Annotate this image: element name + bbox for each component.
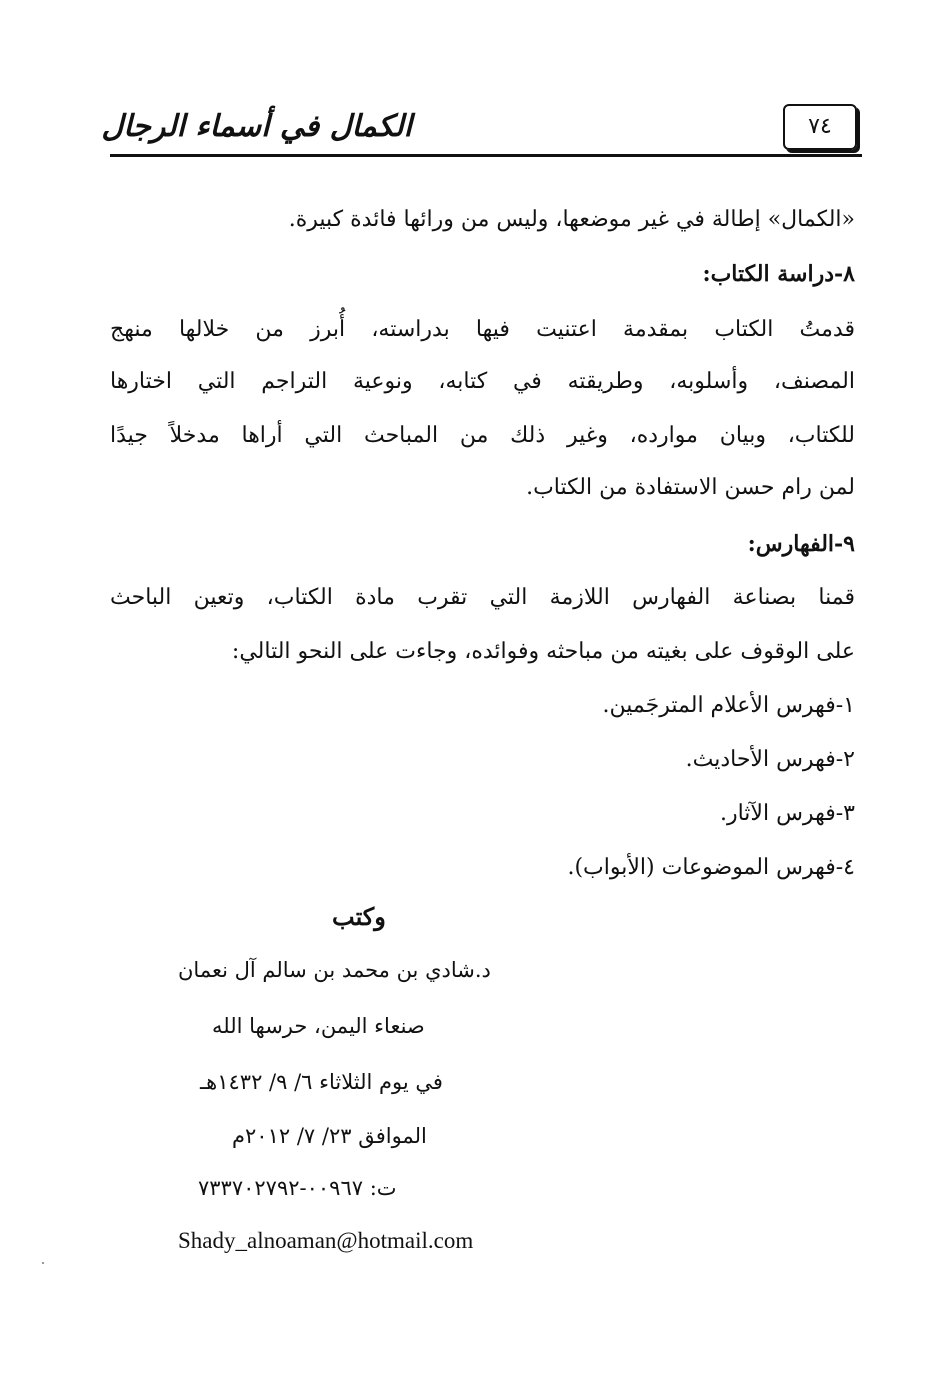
section-8-line: المصنف، وأسلوبه، وطريقته في كتابه، ونوعية التراجم التي اختارها: [110, 369, 855, 394]
page-header: [101, 100, 865, 158]
email-address: Shady_alnoaman@hotmail.com: [178, 1228, 474, 1253]
index-list-item: ٣-فهرس الآثار.: [719, 801, 855, 826]
paragraph-line: «الكمال» إطالة في غير موضعها، وليس من ورائها فائدة كبيرة.: [288, 207, 855, 232]
signature-date-hijri: في يوم الثلاثاء ٦/ ٩/ ١٤٣٢هـ: [200, 1070, 443, 1094]
index-list-item: ١-فهرس الأعلام المترجَمين.: [602, 693, 855, 718]
section-8-line: قدمتُ الكتاب بمقدمة اعتنيت فيها بدراسته، أُبرز من خلالها منهج: [110, 317, 855, 342]
page-number: ٧٤: [783, 104, 857, 150]
signature-place: صنعاء اليمن، حرسها الله: [212, 1014, 425, 1038]
index-list-item: ٢-فهرس الأحاديث.: [685, 747, 855, 772]
signature-date-gregorian: الموافق ٢٣/ ٧/ ٢٠١٢م: [232, 1124, 427, 1148]
section-9-line: على الوقوف على بغيته من مباحثه وفوائده، وجاءت على النحو التالي:: [231, 639, 855, 664]
section-8-line: لمن رام حسن الاستفادة من الكتاب.: [526, 475, 855, 500]
section-8-line: للكتاب، وبيان موارده، وغير ذلك من المباحث التي أراها مدخلاً جيدًا: [110, 423, 855, 448]
section-9-heading: ٩-الفهارس:: [747, 531, 855, 557]
scan-speck: [42, 1262, 44, 1264]
signature-name: د.شادي بن محمد بن سالم آل نعمان: [178, 958, 491, 982]
header-rule: [110, 154, 862, 157]
section-9-line: قمنا بصناعة الفهارس اللازمة التي تقرب مادة الكتاب، وتعين الباحث: [110, 585, 855, 610]
book-title: الكمال في أسماء الرجال: [101, 109, 412, 144]
signature-wrote: وكتب: [332, 902, 386, 931]
index-list-item: ٤-فهرس الموضوعات (الأبواب).: [567, 855, 855, 880]
signature-phone: ت: ٠٠٩٦٧-٧٣٣٧٠٢٧٩٢: [198, 1176, 397, 1200]
section-8-heading: ٨-دراسة الكتاب:: [702, 261, 855, 287]
